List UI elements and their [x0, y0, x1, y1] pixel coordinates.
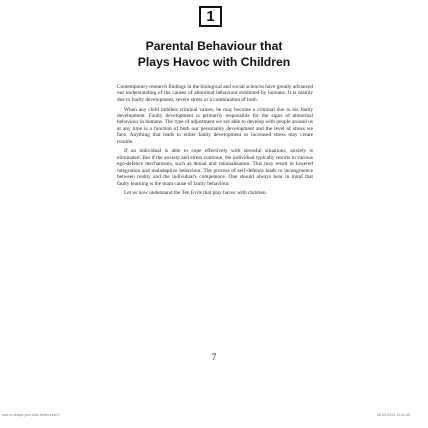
print-footer-filename: how to shape your kids better.indd 9 [2, 413, 60, 417]
page-number: 7 [211, 352, 217, 362]
paragraph-3: If an individual is able to cope effectively with stressful situations, anxiety is eliminated. But if the anxiety and stress continue, the individual typically resorts to various ego-defence mechanisms, such as denial and rationalisation. This may result in lowered integration and maladaptive behaviour. The process of self-defence leads to incongruence between reality and the individual's competence. One should always bear in mind that faulty learning is the main cause of faulty behaviour. [117, 148, 313, 187]
chapter-body [117, 84, 313, 200]
paragraph-1: Contemporary research findings in the biological and social sciences have greatly advanced our understanding of the causes of abnormal behaviour exhibited by humans. It is mainly due to faulty development, severe stress or a combination of both. [117, 84, 314, 103]
chapter-title-line-1: Parental Behaviour that [145, 39, 283, 53]
paragraph-2: When any child imbibes criminal values, he may become a criminal due to his faulty development. Faulty development is primarily responsible for the signs of abnormal behaviour in humans. The type of adjustment we are able to develop with people around us at any time is a function of both our personality development and the level of stress we face. Anything that leads to either faulty development or increased stress may create trouble. [117, 106, 313, 145]
print-footer-timestamp: 26-09-2013 11:12:40 [376, 413, 410, 417]
chapter-title-line-2: Plays Havoc with Children [137, 55, 291, 69]
paragraph-4: Let us now understand the Ten Evils that play havoc with children. [124, 190, 267, 197]
chapter-title [100, 38, 328, 70]
chapter-number-box: 1 [199, 6, 222, 27]
